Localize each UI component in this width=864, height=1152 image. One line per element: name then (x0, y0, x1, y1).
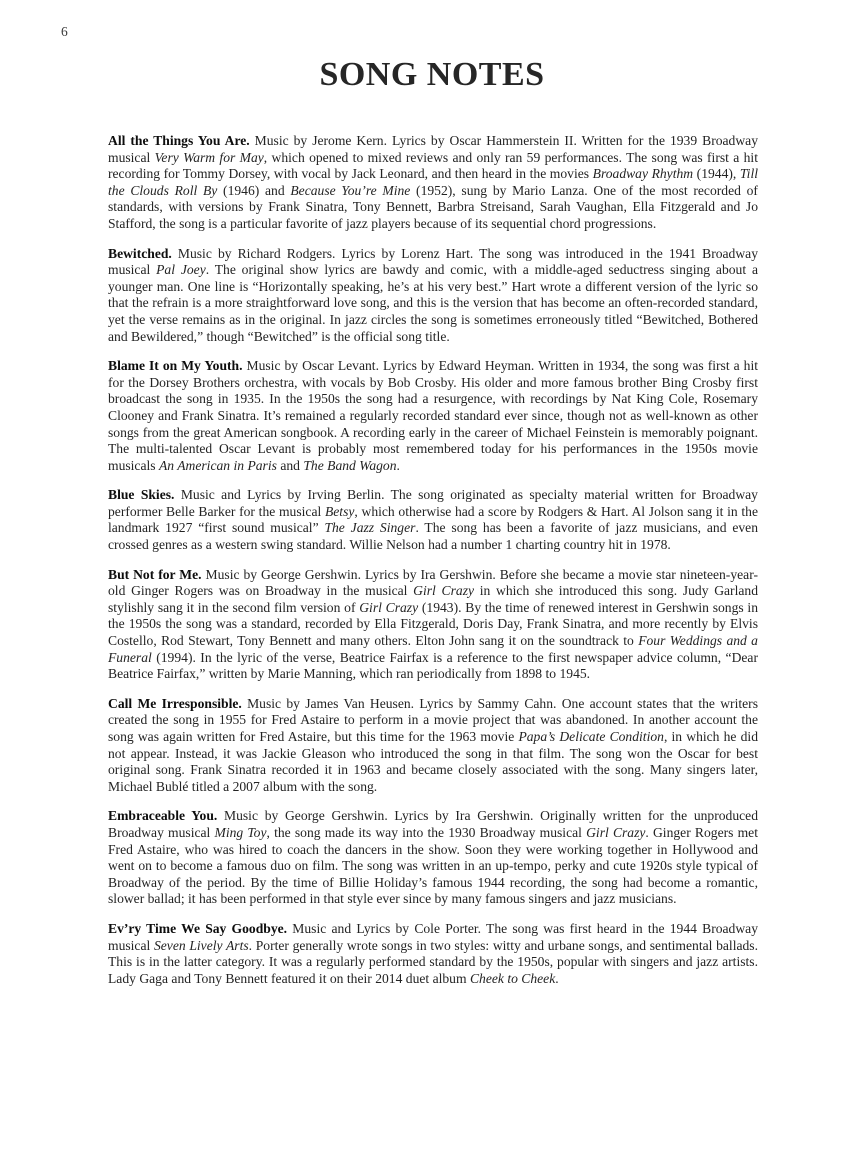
note-text-run: Music by James Van Heusen. Lyrics by Sammy Cahn. One account states that the writers created the song in 1955 for Fred Astaire to perform in a movie project that was abandoned. In another account the song was again written for Fred Astaire, but this time for the 1963 movie (108, 695, 758, 744)
song-title: Bewitched. (108, 245, 172, 261)
note-text-run: (1994). In the lyric of the verse, Beatrice Fairfax is a reference to the first newspaper advice column, “Dear Beatrice Fairfax,” written by Marie Manning, which ran periodically from 1898 to 1945. (108, 649, 758, 682)
note-text-run: Music by George Gershwin. Lyrics by Ira Gershwin. Before she became a movie star nineteen-year-old Ginger Rogers was on Broadway in the musical (108, 566, 758, 599)
page-title: SONG NOTES (319, 56, 545, 93)
note-text-run: Music by Jerome Kern. Lyrics by Oscar Hammerstein II. Written for the 1939 Broadway musical (108, 133, 758, 165)
italic-work-title: Pal Joey (156, 262, 206, 278)
italic-work-title: The Jazz Singer (324, 520, 416, 536)
note-text-run: . (555, 970, 559, 986)
note-text-run: . Porter generally wrote songs in two styles: witty and urbane songs, and sentimental ballads. This is in the latter category. It was a regularly performed standard by the 1950s, popular with singers and jazz artists. Lady Gaga and Tony Bennett featured it on their 2014 duet album (108, 937, 758, 986)
italic-work-title: Girl Crazy (413, 583, 475, 599)
note-text-run: Music by George Gershwin. Lyrics by Ira Gershwin. Originally written for the unproduced Broadway musical (108, 808, 758, 840)
note-text-run: Music and Lyrics by Irving Berlin. The song originated as specialty material written for Broadway performer Belle Barker for the musical (108, 487, 758, 519)
note-text-run: . The original show lyrics are bawdy and comic, with a middle-aged seductress singing about a younger man. One line is “Horizontally speaking, he’s at his very best.” Hart wrote a different version of the lyric so that the refrain is a more straightforward love song, and this is the version that has become an often-recorded standard, yet the verse remains as in the original. In jazz circles the song is sometimes erroneously titled “Bewitched, Bothered and Bewildered,” though “Bewitched” is the official song title. (108, 262, 758, 344)
song-title: Blue Skies. (108, 487, 175, 503)
note-text-run: . (396, 457, 400, 473)
song-note (108, 567, 758, 683)
song-note (108, 696, 758, 796)
song-note (108, 921, 758, 987)
italic-work-title: Broadway Rhythm (592, 166, 694, 182)
note-text-run: , the song made its way into the 1930 Broadway musical (266, 824, 587, 840)
song-title: But Not for Me. (108, 566, 202, 582)
song-title: Embraceable You. (108, 808, 218, 824)
note-text-run: . Ginger Rogers met Fred Astaire, who was hired to coach the dancers in the show. Soon they were working together in Hollywood and went on to become a famous duo on film. The song was written in an up-tempo, perky and cute 1920s style typical of Broadway of the period. By the time of Billie Holiday’s famous 1944 recording, the song had become a romantic, slower ballad; it has been performed in that style ever since by many famous singers and jazz musicians. (108, 824, 758, 907)
note-text-run: (1944), (693, 166, 740, 182)
italic-work-title: Betsy (324, 503, 355, 519)
song-title: All the Things You Are. (108, 133, 250, 148)
note-text-run: (1943). By the time of renewed interest in Gershwin songs in the 1950s the song was a standard, recorded by Ella Fitzgerald, Doris Day, Frank Sinatra, and more recently by Elvis Costello, Rod Stewart, Tony Bennett and many others. Elton John sang it on the soundtrack to (108, 599, 758, 649)
song-note (108, 246, 758, 346)
note-text-run: (1946) and (217, 182, 291, 198)
song-title: Call Me Irresponsible. (108, 695, 242, 711)
song-note-text (108, 567, 758, 682)
italic-work-title: Cheek to Cheek (469, 970, 556, 986)
italic-work-title: Girl Crazy (586, 824, 646, 840)
italic-work-title: Till the Clouds Roll By (108, 166, 759, 198)
note-text-run: Music and Lyrics by Cole Porter. The song was first heard in the 1944 Broadway musical (108, 920, 758, 953)
song-note-text (108, 487, 758, 552)
song-note-text (108, 358, 758, 473)
note-text-run: , which otherwise had a score by Rodgers & Hart. Al Jolson sang it in the landmark 1927 “first sound musical” (108, 503, 758, 536)
italic-work-title: Papa’s Delicate Condition (518, 729, 664, 744)
song-title: Blame It on My Youth. (108, 358, 243, 374)
note-text-run: , in which he did not appear. Instead, it was Jackie Gleason who introduced the song in that film. The song won the Oscar for best original song. Frank Sinatra recorded it in 1963 and became closely associated with the song. Many singers later, Michael Bublé titled a 2007 album with the song. (108, 729, 758, 794)
note-text-run: Music by Richard Rodgers. Lyrics by Lorenz Hart. The song was introduced in the 1941 Broadway musical (108, 245, 758, 278)
song-note (108, 133, 758, 233)
song-note (108, 808, 758, 908)
song-note (108, 487, 758, 553)
italic-work-title: Four Weddings and a Funeral (108, 633, 758, 665)
italic-work-title: Girl Crazy (359, 599, 419, 615)
italic-work-title: The Band Wagon (303, 457, 397, 473)
italic-work-title: Ming Toy (214, 824, 267, 840)
note-text-run: Music by Oscar Levant. Lyrics by Edward Heyman. Written in 1934, the song was first a hit for the Dorsey Brothers orchestra, with vocals by Bob Crosby. His older and more famous brother Bing Crosby first broadcast the song in 1935. In the 1950s the song had a resurgence, with recordings by Nat King Cole, Rosemary Clooney and Frank Sinatra. It’s remained a regularly recorded standard ever since, though not as well-known as other songs from the great American songbook. A recording early in the career of Michael Feinstein is memorably poignant. The multi-talented Oscar Levant is probably most remembered today for his performances in the 1950s movie musicals (108, 358, 758, 473)
italic-work-title: Very Warm for May (154, 149, 264, 165)
note-text-run: and (276, 457, 304, 473)
song-note (108, 358, 758, 474)
italic-work-title: Because You’re Mine (290, 182, 411, 198)
page-number: 6 (61, 24, 68, 39)
note-text-run: (1952), sung by Mario Lanza. One of the most recorded of standards, with versions by Frank Sinatra, Tony Bennett, Barbra Streisand, Sarah Vaughan, Ella Fitzgerald and Jo Stafford, the song is a particular favorite of jazz players because of its sequential chord progressions. (108, 182, 758, 231)
note-text-run: in which she introduced this song. Judy Garland stylishly sang it in the second film version of (108, 583, 758, 615)
note-text-run: , which opened to mixed reviews and only ran 59 performances. The song was first a hit recording for Tommy Dorsey, with vocal by Jack Leonard, and then heard in the movies (108, 149, 758, 182)
song-note-text (108, 246, 758, 344)
italic-work-title: An American in Paris (158, 457, 277, 473)
song-notes (108, 133, 758, 1000)
note-text-run: . The song has been a favorite of jazz musicians, and even crossed genres as a western swing standard. Willie Nelson had a number 1 charting country hit in 1978. (108, 520, 758, 553)
song-title: Ev’ry Time We Say Goodbye. (108, 920, 288, 936)
italic-work-title: Seven Lively Arts (153, 937, 249, 953)
